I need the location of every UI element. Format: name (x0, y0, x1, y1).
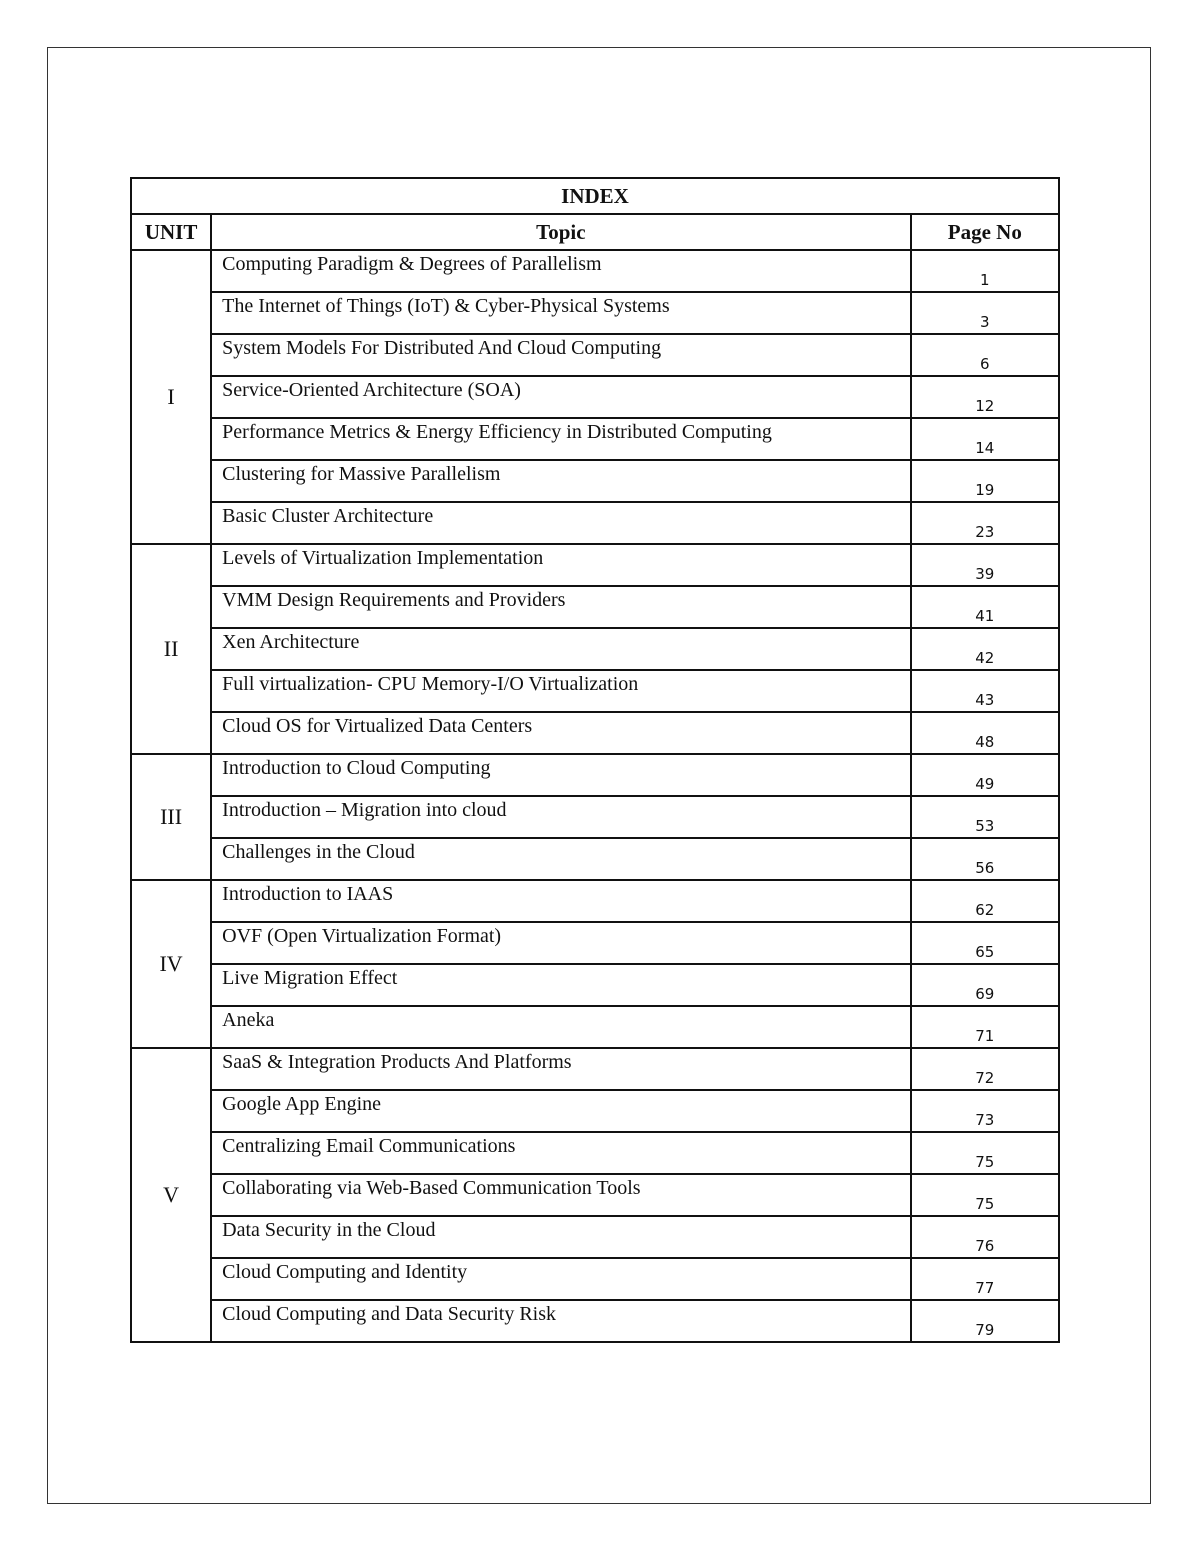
topic-cell: Introduction to Cloud Computing (211, 754, 910, 796)
topic-cell: Cloud OS for Virtualized Data Centers (211, 712, 910, 754)
table-row (131, 544, 1059, 586)
page-number-cell: 53 (911, 796, 1059, 838)
table-row (131, 1048, 1059, 1090)
topic-cell: Introduction – Migration into cloud (211, 796, 910, 838)
topic-cell: Basic Cluster Architecture (211, 502, 910, 544)
page-number-cell: 62 (911, 880, 1059, 922)
page-number-cell: 71 (911, 1006, 1059, 1048)
topic-cell: Clustering for Massive Parallelism (211, 460, 910, 502)
table-row (131, 712, 1059, 754)
index-body (131, 250, 1059, 1342)
topic-cell: Live Migration Effect (211, 964, 910, 1006)
topic-cell: The Internet of Things (IoT) & Cyber-Physical Systems (211, 292, 910, 334)
table-row (131, 922, 1059, 964)
topic-cell: Cloud Computing and Identity (211, 1258, 910, 1300)
table-row (131, 796, 1059, 838)
table-row (131, 754, 1059, 796)
table-row (131, 418, 1059, 460)
table-row (131, 250, 1059, 292)
table-row (131, 880, 1059, 922)
page-number-cell: 79 (911, 1300, 1059, 1342)
topic-cell: Xen Architecture (211, 628, 910, 670)
table-row (131, 1174, 1059, 1216)
topic-cell: SaaS & Integration Products And Platforms (211, 1048, 910, 1090)
table-row (131, 292, 1059, 334)
topic-cell: VMM Design Requirements and Providers (211, 586, 910, 628)
page-number-cell: 23 (911, 502, 1059, 544)
topic-cell: Full virtualization- CPU Memory-I/O Virtualization (211, 670, 910, 712)
unit-label: III (131, 754, 211, 880)
topic-header: Topic (211, 214, 910, 250)
unit-label: II (131, 544, 211, 754)
topic-cell: Computing Paradigm & Degrees of Parallelism (211, 250, 910, 292)
page-number-cell: 73 (911, 1090, 1059, 1132)
table-row (131, 1090, 1059, 1132)
topic-cell: OVF (Open Virtualization Format) (211, 922, 910, 964)
unit-label: IV (131, 880, 211, 1048)
topic-cell: Levels of Virtualization Implementation (211, 544, 910, 586)
unit-label: I (131, 250, 211, 544)
topic-cell: Challenges in the Cloud (211, 838, 910, 880)
page-number-cell: 39 (911, 544, 1059, 586)
topic-cell: Data Security in the Cloud (211, 1216, 910, 1258)
page-number-cell: 75 (911, 1132, 1059, 1174)
table-row (131, 838, 1059, 880)
topic-cell: Cloud Computing and Data Security Risk (211, 1300, 910, 1342)
topic-cell: System Models For Distributed And Cloud Computing (211, 334, 910, 376)
table-row (131, 586, 1059, 628)
table-row (131, 628, 1059, 670)
page-number-cell: 48 (911, 712, 1059, 754)
page-number-cell: 19 (911, 460, 1059, 502)
table-row (131, 1006, 1059, 1048)
table-row (131, 1216, 1059, 1258)
index-table (130, 177, 1060, 1343)
page-number-cell: 12 (911, 376, 1059, 418)
page-header: Page No (911, 214, 1059, 250)
page-number-cell: 75 (911, 1174, 1059, 1216)
table-row (131, 670, 1059, 712)
topic-cell: Google App Engine (211, 1090, 910, 1132)
unit-label: V (131, 1048, 211, 1342)
page-number-cell: 6 (911, 334, 1059, 376)
topic-cell: Aneka (211, 1006, 910, 1048)
topic-cell: Performance Metrics & Energy Efficiency in Distributed Computing (211, 418, 910, 460)
page-number-cell: 14 (911, 418, 1059, 460)
page-number-cell: 41 (911, 586, 1059, 628)
table-row (131, 1300, 1059, 1342)
page-number-cell: 76 (911, 1216, 1059, 1258)
topic-cell: Centralizing Email Communications (211, 1132, 910, 1174)
topic-cell: Collaborating via Web-Based Communication Tools (211, 1174, 910, 1216)
unit-header: UNIT (131, 214, 211, 250)
header-row (131, 214, 1059, 250)
page-number-cell: 69 (911, 964, 1059, 1006)
table-row (131, 964, 1059, 1006)
table-row (131, 460, 1059, 502)
page-number-cell: 56 (911, 838, 1059, 880)
table-row (131, 376, 1059, 418)
page-number-cell: 77 (911, 1258, 1059, 1300)
page-number-cell: 65 (911, 922, 1059, 964)
table-row (131, 1258, 1059, 1300)
topic-cell: Introduction to IAAS (211, 880, 910, 922)
page-number-cell: 49 (911, 754, 1059, 796)
page-number-cell: 1 (911, 250, 1059, 292)
page-number-cell: 42 (911, 628, 1059, 670)
topic-cell: Service-Oriented Architecture (SOA) (211, 376, 910, 418)
table-row (131, 502, 1059, 544)
table-row (131, 1132, 1059, 1174)
page-number-cell: 43 (911, 670, 1059, 712)
page-number-cell: 72 (911, 1048, 1059, 1090)
table-row (131, 334, 1059, 376)
page-number-cell: 3 (911, 292, 1059, 334)
index-title: INDEX (131, 178, 1059, 214)
index-title-row (131, 178, 1059, 214)
